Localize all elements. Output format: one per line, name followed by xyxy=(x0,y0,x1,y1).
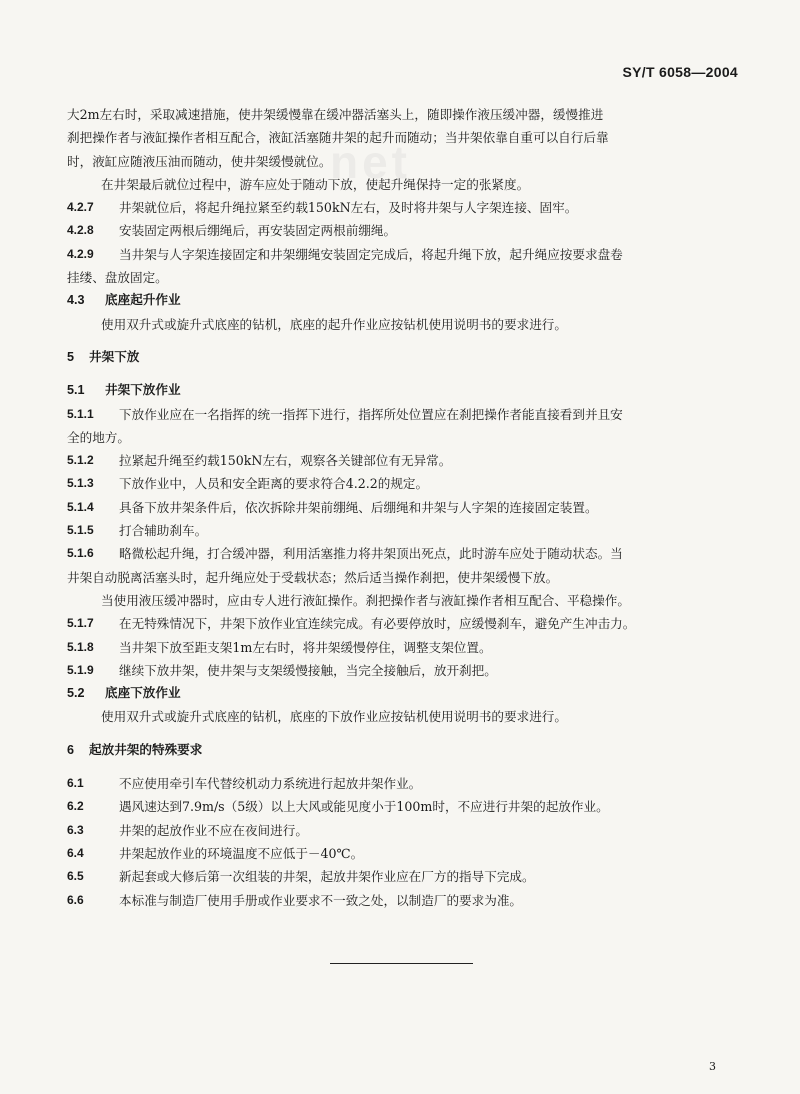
clause-5-1-5 xyxy=(67,519,735,542)
clause-6-1 xyxy=(67,772,735,795)
clause-text: 本标准与制造厂使用手册或作业要求不一致之处，以制造厂的要求为准。 xyxy=(119,892,522,908)
section-title: 起放井架的特殊要求 xyxy=(89,742,203,757)
clause-text: 当井架下放至距支架1m左右时，将井架缓慢停住，调整支架位置。 xyxy=(119,639,492,655)
clause-number: 4.2.8 xyxy=(67,223,94,238)
clause-number: 5.1.5 xyxy=(67,523,94,538)
clause-text: 安装固定两根后绷绳后，再安装固定两根前绷绳。 xyxy=(119,223,397,239)
body-paragraph: 在井架最后就位过程中，游车应处于随动下放，使起升绳保持一定的张紧度。 xyxy=(101,176,530,192)
section-title: 井架下放作业 xyxy=(105,383,181,398)
clause-number: 5.1.7 xyxy=(67,616,94,631)
clause-text: 打合辅助刹车。 xyxy=(119,523,208,539)
section-number: 4.3 xyxy=(67,293,85,308)
body-line: 刹把操作者与液缸操作者相互配合，液缸活塞随井架的起升而随动；当井架依靠自重可以自行后靠 xyxy=(67,130,609,146)
clause-number: 5.1.9 xyxy=(67,662,94,677)
clause-text: 遇风速达到7.9m/s（5级）以上大风或能见度小于100m时，不应进行井架的起放作业。 xyxy=(119,799,609,815)
section-4-3-heading xyxy=(67,289,735,312)
clause-number: 4.2.7 xyxy=(67,200,94,215)
clause-6-6 xyxy=(67,889,735,912)
clause-text: 不应使用牵引车代替绞机动力系统进行起放井架作业。 xyxy=(119,776,422,792)
section-text: 使用双升式或旋升式底座的钻机，底座的下放作业应按钻机使用说明书的要求进行。 xyxy=(101,709,567,725)
section-title: 底座起升作业 xyxy=(105,293,181,308)
clause-text: 井架就位后，将起升绳拉紧至约载150kN左右，及时将井架与人字架连接、固牢。 xyxy=(119,200,578,216)
clause-5-1-8 xyxy=(67,636,735,659)
clause-text-cont: 全的地方。 xyxy=(67,429,130,445)
clause-number: 5.1.8 xyxy=(67,639,94,654)
clause-text: 井架的起放作业不应在夜间进行。 xyxy=(119,822,308,838)
clause-6-2 xyxy=(67,795,735,818)
clause-text: 拉紧起升绳至约载150kN左右，观察各关键部位有无异常。 xyxy=(119,453,452,469)
clause-text: 在无特殊情况下，井架下放作业宜连续完成。有必要停放时，应缓慢刹车，避免产生冲击力。 xyxy=(119,616,636,632)
clause-number: 4.2.9 xyxy=(67,246,94,261)
clause-5-1-1 xyxy=(67,403,735,426)
watermark: net xyxy=(330,136,411,188)
clause-text-cont: 挂缕、盘放固定。 xyxy=(67,270,168,286)
clause-5-1-4 xyxy=(67,496,735,519)
clause-text-para: 当使用液压缓冲器时，应由专人进行液缸操作。刹把操作者与液缸操作者相互配合、平稳操作。 xyxy=(101,592,630,608)
clause-number: 6.3 xyxy=(67,822,84,837)
standard-code: SY/T 6058—2004 xyxy=(622,64,738,80)
document-body xyxy=(67,103,735,912)
section-5-2-heading xyxy=(67,682,735,705)
clause-number: 5.1.3 xyxy=(67,476,94,491)
section-title: 底座下放作业 xyxy=(105,686,181,701)
clause-5-1-6 xyxy=(67,542,735,565)
body-line: 大2m左右时，采取减速措施，使井架缓慢靠在缓冲器活塞头上，随即操作液压缓冲器，缓慢推进 xyxy=(67,107,604,122)
clause-number: 6.2 xyxy=(67,799,84,814)
clause-text: 具备下放井架条件后，依次拆除井架前绷绳、后绷绳和井架与人字架的连接固定装置。 xyxy=(119,499,598,515)
clause-number: 6.1 xyxy=(67,776,84,791)
section-number: 6 xyxy=(67,742,75,757)
clause-text: 略微松起升绳，打合缓冲器，利用活塞推力将井架顶出死点，此时游车应处于随动状态。当 xyxy=(119,546,623,562)
clause-4-2-7 xyxy=(67,196,735,219)
section-number: 5 xyxy=(67,349,75,364)
clause-text-cont: 井架自动脱离活塞头时，起升绳应处于受载状态；然后适当操作刹把，使井架缓慢下放。 xyxy=(67,569,559,585)
body-line: 时，液缸应随液压油而随动，使井架缓慢就位。 xyxy=(67,153,332,169)
clause-number: 5.1.4 xyxy=(67,499,94,514)
section-title: 井架下放 xyxy=(89,349,140,364)
clause-4-2-9 xyxy=(67,243,735,266)
clause-number: 5.1.1 xyxy=(67,406,94,421)
clause-5-1-9 xyxy=(67,659,735,682)
clause-text: 下放作业应在一名指挥的统一指挥下进行，指挥所处位置应在刹把操作者能直接看到并且安 xyxy=(119,406,623,422)
section-6-heading xyxy=(67,739,735,762)
clause-text: 井架起放作业的环境温度不应低于－40℃。 xyxy=(119,845,364,861)
clause-number: 6.5 xyxy=(67,869,84,884)
clause-number: 6.6 xyxy=(67,892,84,907)
page-number: 3 xyxy=(709,1060,716,1073)
section-5-1-heading xyxy=(67,379,735,402)
section-5-heading xyxy=(67,346,735,369)
clause-5-1-2 xyxy=(67,449,735,472)
clause-5-1-3 xyxy=(67,472,735,495)
clause-5-1-7 xyxy=(67,612,735,635)
section-text: 使用双升式或旋升式底座的钻机，底座的起升作业应按钻机使用说明书的要求进行。 xyxy=(101,316,567,332)
clause-6-5 xyxy=(67,865,735,888)
clause-text: 新起套或大修后第一次组装的井架，起放井架作业应在厂方的指导下完成。 xyxy=(119,869,535,885)
clause-number: 6.4 xyxy=(67,845,84,860)
clause-4-2-8 xyxy=(67,219,735,242)
clause-text: 当井架与人字架连接固定和井架绷绳安装固定完成后，将起升绳下放，起升绳应按要求盘卷 xyxy=(119,246,623,262)
clause-6-4 xyxy=(67,842,735,865)
clause-number: 5.1.6 xyxy=(67,546,94,561)
clause-text: 下放作业中，人员和安全距离的要求符合4.2.2的规定。 xyxy=(119,476,429,492)
end-rule xyxy=(330,963,473,964)
clause-number: 5.1.2 xyxy=(67,453,94,468)
clause-6-3 xyxy=(67,819,735,842)
section-number: 5.2 xyxy=(67,686,85,701)
clause-text: 继续下放井架，使井架与支架缓慢接触，当完全接触后，放开刹把。 xyxy=(119,662,497,678)
section-number: 5.1 xyxy=(67,383,85,398)
